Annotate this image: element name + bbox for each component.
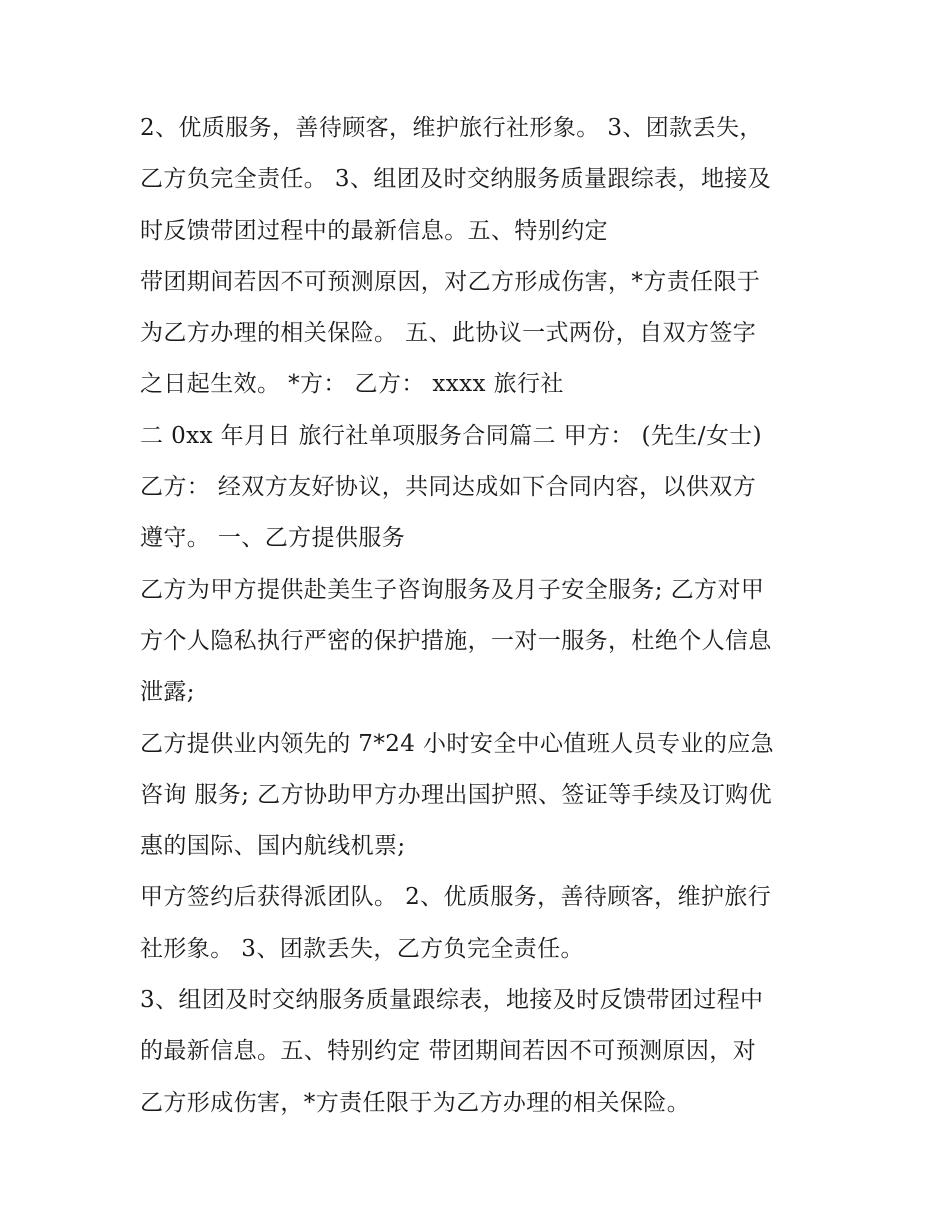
text-line: 乙方提供业内领先的 7*24 小时安全中心值班人员专业的应急 bbox=[140, 730, 775, 757]
text-line: 带团期间若因不可预测原因，对乙方形成伤害，*方责任限于 bbox=[140, 268, 761, 295]
text-line: 乙方形成伤害，*方责任限于为乙方办理的相关保险。 bbox=[140, 1089, 691, 1116]
text-line: 乙方负完全责任。 3、组团及时交纳服务质量跟综表，地接及 bbox=[140, 166, 772, 193]
text-line: 遵守。 一、乙方提供服务 bbox=[140, 525, 406, 552]
text-line: 惠的国际、国内航线机票; bbox=[140, 833, 406, 860]
document-body bbox=[140, 103, 820, 1129]
text-line: 咨询 服务; 乙方协助甲方办理出国护照、签证等手续及订购优 bbox=[140, 781, 772, 808]
text-line: 2、优质服务，善待顾客，维护旅行社形象。 3、团款丢失， bbox=[140, 115, 763, 141]
text-line: 乙方： 经双方友好协议，共同达成如下合同内容，以供双方 bbox=[140, 474, 757, 501]
text-line: 为乙方办理的相关保险。 五、此协议一式两份，自双方签字 bbox=[140, 320, 757, 347]
text-line: 的最新信息。五、特别约定 带团期间若因不可预测原因，对 bbox=[140, 1038, 757, 1065]
text-line: 时反馈带团过程中的最新信息。五、特别约定 bbox=[140, 217, 608, 244]
text-line: 社形象。 3、团款丢失，乙方负完全责任。 bbox=[140, 935, 584, 962]
text-line: 3、组团及时交纳服务质量跟综表，地接及时反馈带团过程中 bbox=[140, 987, 764, 1014]
text-line: 乙方为甲方提供赴美生子咨询服务及月子安全服务; 乙方对甲 bbox=[140, 576, 765, 603]
text-line: 泄露; bbox=[140, 679, 195, 706]
text-line: 甲方签约后获得派团队。 2、优质服务，善待顾客，维护旅行 bbox=[140, 884, 772, 911]
text-line: 二 0xx 年月日 旅行社单项服务合同篇二 甲方： (先生/女士) bbox=[140, 422, 763, 449]
text-line: 方个人隐私执行严密的保护措施，一对一服务，杜绝个人信息 bbox=[140, 627, 772, 654]
text-line: 之日起生效。 *方： 乙方： xxxx 旅行社 bbox=[140, 371, 564, 398]
